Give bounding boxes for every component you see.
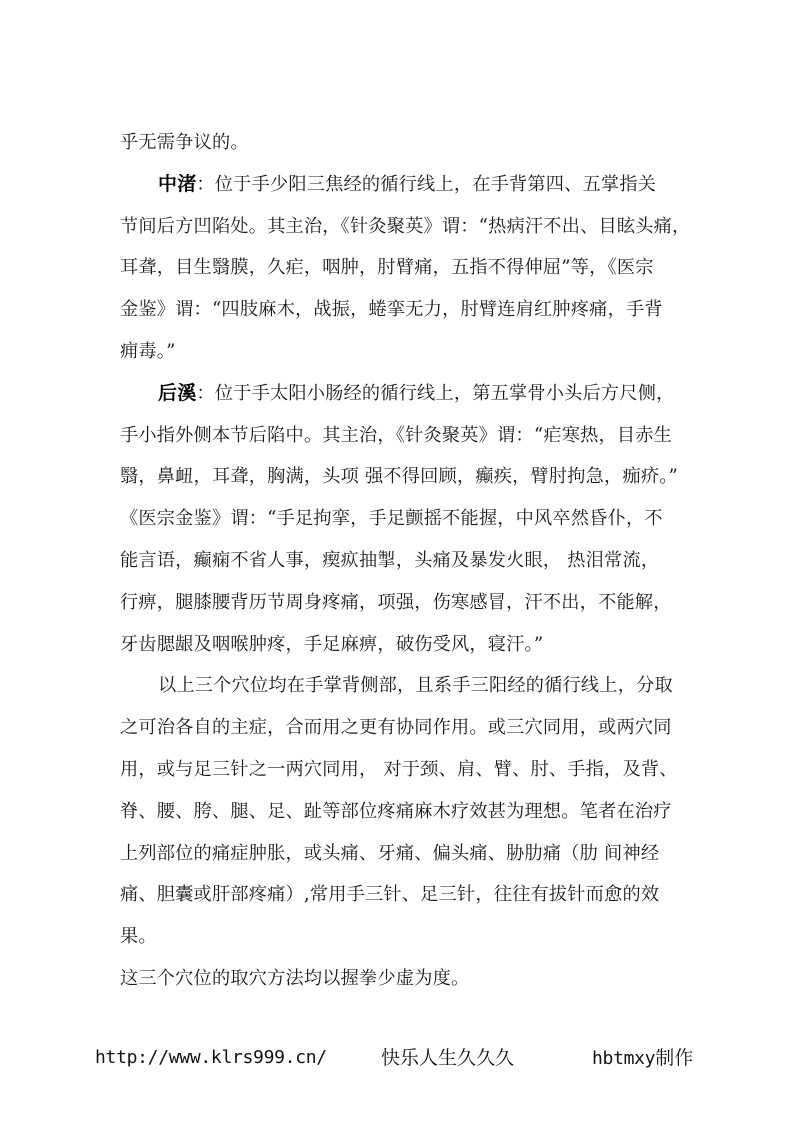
- text-line: 金鉴》谓：“四肢麻木，战振，蜷挛无力，肘臂连肩红肿疼痛，手背: [120, 299, 663, 321]
- text-line: 耳聋，目生翳膜，久疟，咽肿，肘臂痛，五指不得伸屈”等，《医宗: [120, 257, 654, 279]
- text-span: ：位于手太阳小肠经的循行线上，第五掌骨小头后方尺侧，: [196, 382, 675, 404]
- summary-line-1: 以上三个穴位均在手掌背侧部，且系手三阳经的循行线上，分取: [158, 675, 673, 697]
- text-line: 手小指外侧本节后陷中。其主治，《针灸聚英》谓：“疟寒热，目赤生: [120, 424, 673, 446]
- text-line: 果。: [120, 926, 157, 948]
- footer-credit-author: hbtmxy: [592, 1048, 656, 1069]
- zhongzhu-line-1: [120, 164, 676, 206]
- footer-url-link[interactable]: http://www.klrs999.cn/: [95, 1047, 327, 1068]
- text-line: 痈毒。”: [120, 340, 176, 362]
- term-houxi: 后溪: [158, 381, 197, 404]
- footer-credit: [592, 1043, 693, 1074]
- document-page: [120, 122, 691, 1000]
- text-line: 行痹，腿膝腰背历节周身疼痛，项强，伤寒感冒，汗不出，不能解，: [120, 591, 672, 613]
- text-line: 上列部位的痛症肿胀，或头痛、牙痛、偏头痛、胁肋痛（肋 间神经: [120, 842, 660, 864]
- text-line: 脊、腰、胯、腿、足、趾等部位疼痛麻木疗效甚为理想。笔者在治疗: [120, 800, 672, 822]
- text-line: 乎无需争议的。: [120, 132, 249, 153]
- text-line: 翳，鼻衄，耳聋，胸满，头项 强不得回顾，癫疾，臂肘拘急，痂疥。”: [120, 466, 679, 488]
- text-line: 痛、胆囊或肝部疼痛）,常用手三针、足三针，往往有拔针而愈的效: [120, 884, 660, 906]
- text-line: 能言语，癫痫不省人事，瘈疭抽掣，头痛及暴发火眼， 热泪常流，: [120, 549, 660, 571]
- page-footer: [95, 1043, 705, 1073]
- text-line: 之可治各自的主症，合而用之更有协同作用。或三穴同用，或两穴同: [120, 717, 672, 739]
- text-line: 牙齿腮龈及咽喉肿疼，手足麻痹，破伤受风，寝汗。”: [120, 633, 544, 655]
- footer-credit-suffix: 制作: [655, 1047, 694, 1069]
- footer-site-name: 快乐人生久久久: [381, 1047, 515, 1069]
- term-zhongzhu: 中渚: [158, 172, 197, 195]
- text-line: 用，或与足三针之一两穴同用， 对于颈、肩、臂、肘、手指，及背、: [120, 758, 678, 780]
- houxi-line-1: [120, 373, 676, 415]
- text-span: ：位于手少阳三焦经的循行线上，在手背第四、五掌指关: [196, 173, 657, 195]
- text-line: 节间后方凹陷处。其主治，《针灸聚英》谓：“热病汗不出、目眩头痛，: [120, 215, 691, 237]
- method-line: 这三个穴位的取穴方法均以握拳少虚为度。: [120, 967, 470, 989]
- text-line: 《医宗金鉴》谓：“手足拘挛，手足颤摇不能握，中风卒然昏仆，不: [120, 508, 663, 530]
